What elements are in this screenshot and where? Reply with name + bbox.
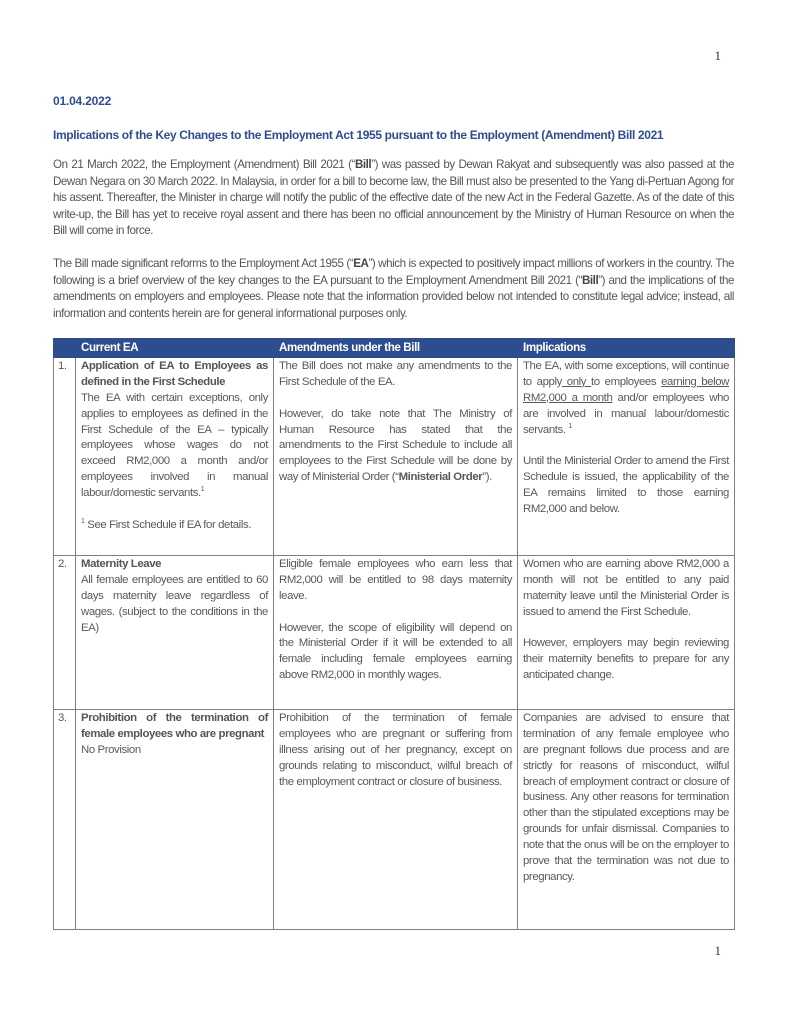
amend-paragraph: The Bill does not make any amendments to the First Schedule of the EA. (279, 359, 512, 388)
current-ea-cell (76, 555, 274, 709)
bold-term: Ministerial Order (398, 471, 483, 484)
text: However, do take note that The Ministry of Human Resource has stated that the amendments to the First Schedule to include all employees to the First Schedule will be done by way of Ministerial Order (“ (279, 407, 512, 484)
text: ”) which is expected to positively impact millions of workers in the country. The following is a brief overview of the key changes to the EA pursuant to the Employment Amendment Bill 2021 (“ (53, 257, 734, 287)
header-number (54, 339, 76, 358)
bold-term: EA (353, 257, 369, 270)
amend-paragraph: Eligible female employees who earn less that RM2,000 will be entitled to 98 days maternity leave. (279, 557, 512, 602)
underlined-text: earning below RM2,000 a month (523, 375, 730, 404)
document-date: 01.04.2022 (53, 94, 112, 108)
impl-paragraph: Companies are advised to ensure that termination of any female employee who are pregnant follows due process and are strictly for reasons of misconduct, wilful breach of employment contract or closure of business. Any other reasons for termination other than the stipulated exceptions may be grounds for unfair dismissal. Companies to note that the onus will be on the employer to prove that the termination was not due to pregnancy. (523, 711, 729, 883)
overview-paragraph (53, 256, 734, 322)
row-number: 2. (54, 555, 76, 709)
key-changes-table (53, 338, 735, 930)
current-text: All female employees are entitled to 60 days maternity leave regardless of wages. (subject to the conditions in the EA) (81, 573, 268, 634)
text: On 21 March 2022, the Employment (Amendment) Bill 2021 (“ (53, 158, 355, 171)
text: ”) and the implications of the amendments on employers and employees. Please note that the information provided below not intended to constitute legal advice; instead, all information and contents herein are for general informational purposes only. (53, 273, 734, 320)
footnote (81, 518, 268, 534)
current-ea-cell (76, 357, 274, 555)
text: The Bill made significant reforms to the Employment Act 1955 (“ (53, 257, 354, 270)
table-row (54, 357, 735, 555)
page-number-bottom: 1 (714, 943, 721, 958)
amendments-cell (274, 709, 518, 929)
footnote-text: See First Schedule if EA for details. (84, 518, 252, 531)
impl-paragraph: However, employers may begin reviewing their maternity benefits to prepare for any anticipated change. (523, 637, 729, 682)
impl-paragraph: Until the Ministerial Order to amend the First Schedule is issued, the applicability of the EA remains limited to those earning RM2,000 and below. (523, 455, 729, 516)
current-text: The EA with certain exceptions, only applies to employees as defined in the First Schedule of the EA – typically employees whose wages do not exceed RM2,000 a month and/or employees involved in manual labour/domestic servants. (81, 391, 268, 500)
impl-paragraph (523, 360, 729, 436)
text: The EA, with some exceptions, will continue to apply (523, 359, 729, 388)
implications-cell (518, 555, 735, 709)
row-title: Prohibition of the termination of female employees who are pregnant (81, 711, 268, 740)
row-number: 3. (54, 709, 76, 929)
text: ”). (482, 471, 492, 484)
header-implications: Implications (518, 339, 735, 358)
footnote-marker: 1 (81, 518, 85, 526)
intro-paragraph (53, 157, 734, 240)
document-title: Implications of the Key Changes to the Employment Act 1955 pursuant to the Employment (Amendment) Bill 2021 (53, 128, 664, 142)
row-title: Maternity Leave (81, 557, 162, 570)
implications-cell (518, 357, 735, 555)
text: and/or employees who are involved in manual labour/domestic servants. (523, 391, 729, 436)
text: ”) was passed by Dewan Rakyat and subsequently was also passed at the Dewan Negara on 30 March 2022. In Malaysia, in order for a bill to become law, the Bill must also be presented to the Yang di-Pertuan Agong for his assent. Thereafter, the Minister in charge will notify the public of the effective date of the new Act in the Federal Gazette. As of the date of this write-up, the Bill has yet to receive royal assent and there has been no official announcement by the Ministry of Human Resource on when the Bill will come in force. (53, 158, 734, 238)
row-number: 1. (54, 357, 76, 555)
underlined-text: only (561, 375, 592, 388)
header-amendments: Amendments under the Bill (274, 339, 518, 358)
page-number-top: 1 (714, 48, 721, 63)
impl-paragraph: Women who are earning above RM2,000 a month will not be entitled to any paid maternity leave until the Ministerial Order is issued to amend the First Schedule. (523, 557, 729, 618)
bold-term: Bill (581, 273, 599, 287)
header-current-ea: Current EA (76, 339, 274, 358)
text: to employees (591, 375, 662, 388)
table-header-row (54, 339, 735, 358)
row-title: Application of EA to Employees as defined in the First Schedule (81, 359, 268, 388)
bold-term: Bill (354, 158, 372, 171)
current-text: No Provision (81, 743, 141, 756)
amendments-cell (274, 357, 518, 555)
table-row (54, 709, 735, 929)
current-ea-cell (76, 709, 274, 929)
implications-cell (518, 709, 735, 929)
amend-paragraph: However, the scope of eligibility will depend on the Ministerial Order if it will be extended to all female including female employees earning above RM2,000 in monthly wages. (279, 621, 512, 682)
footnote-ref: 1 (568, 422, 572, 430)
amendments-cell (274, 555, 518, 709)
footnote-ref: 1 (200, 486, 205, 494)
amend-paragraph: Prohibition of the termination of female employees who are pregnant or suffering from illness arising out of her pregnancy, except on grounds relating to misconduct, wilful breach of the employment contract or closure of business. (279, 711, 512, 788)
amend-paragraph (279, 408, 512, 484)
table-row (54, 555, 735, 709)
